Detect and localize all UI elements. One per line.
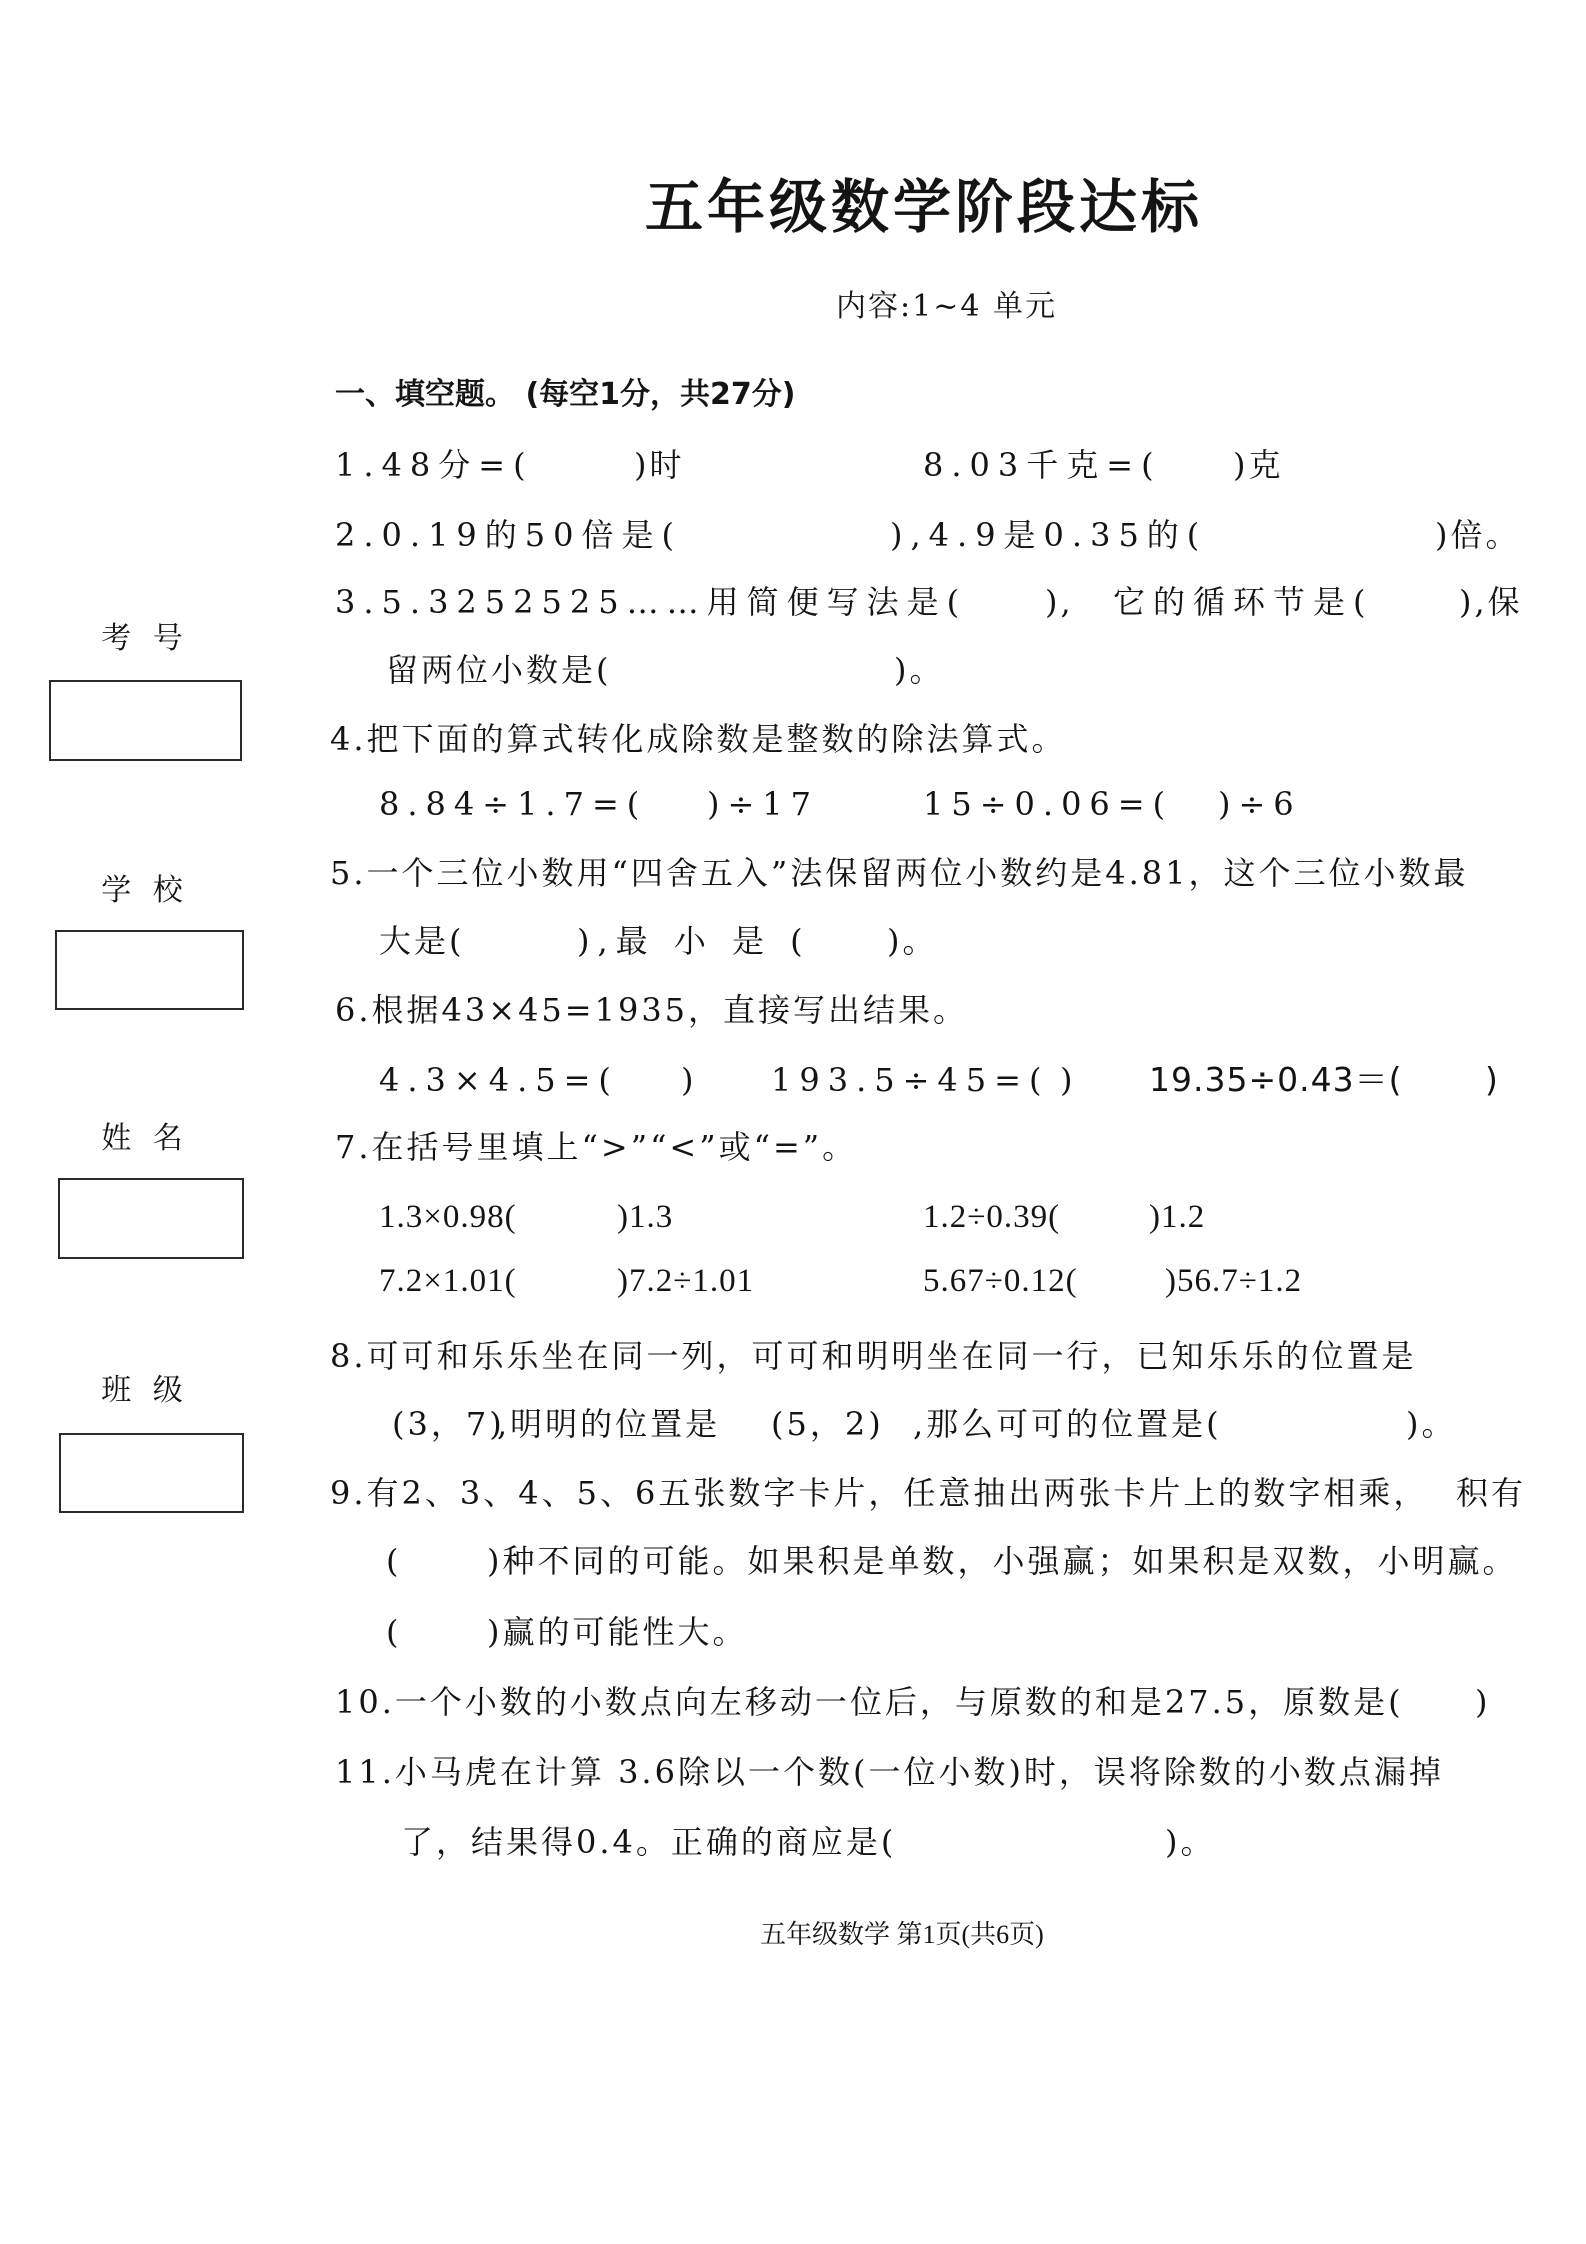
question-7-row-1 xyxy=(0,1197,1586,1241)
question-11-line-2 xyxy=(0,1822,1586,1866)
q2-part-2: ),4.9是0.35的( xyxy=(890,516,1208,554)
q7-item-a: 1.3×0.98( xyxy=(379,1199,517,1235)
question-3-line-2 xyxy=(0,650,1586,694)
q7-item-b: 1.2÷0.39( xyxy=(923,1199,1061,1235)
question-3 xyxy=(0,582,1586,626)
question-4 xyxy=(0,719,1586,763)
q7-item-c-rhs: )7.2÷1.01 xyxy=(617,1263,755,1299)
q3-part-1: 3.5.3252525……用简便写法是( xyxy=(335,583,968,621)
question-9-line-3 xyxy=(0,1612,1586,1656)
q3-part-4: ),保 xyxy=(1459,583,1523,621)
question-10 xyxy=(0,1682,1586,1726)
q7-item-a-rhs: )1.3 xyxy=(617,1199,674,1235)
q8-line2-part-5: )。 xyxy=(1406,1405,1457,1443)
q1-right-unit: )克 xyxy=(1233,446,1284,484)
question-1 xyxy=(0,445,1586,489)
page-subtitle: 内容:1~4 单元 xyxy=(836,289,1057,324)
q5-stem: 5.一个三位小数用“四舍五入”法保留两位小数约是4.81，这个三位小数最 xyxy=(330,854,1469,892)
q3-part-2: ), xyxy=(1045,583,1074,621)
question-9 xyxy=(0,1473,1586,1517)
section-heading: 一、填空题。 (每空1分，共27分) xyxy=(335,377,796,412)
q6-item-a: 4.3×4.5=( xyxy=(379,1061,619,1099)
q7-stem: 7.在括号里填上“>”“<”或“=”。 xyxy=(335,1128,858,1166)
q6-item-b-close: ) xyxy=(1060,1061,1076,1099)
q6-item-c: 19.35÷0.43＝( xyxy=(1149,1060,1403,1099)
question-6-items xyxy=(0,1060,1586,1104)
q8-stem: 8.可可和乐乐坐在同一列，可可和明明坐在同一行，已知乐乐的位置是 xyxy=(330,1337,1417,1375)
question-7-row-2 xyxy=(0,1261,1586,1305)
question-8 xyxy=(0,1336,1586,1380)
q6-item-c-close: ) xyxy=(1485,1060,1499,1099)
q11-line2-end: )。 xyxy=(1165,1823,1216,1861)
q8-line2-part-2: ,明明的位置是 xyxy=(497,1405,721,1443)
q7-item-d-rhs: )56.7÷1.2 xyxy=(1165,1263,1303,1299)
q11-stem: 11.小马虎在计算 3.6除以一个数(一位小数)时，误将除数的小数点漏掉 xyxy=(335,1753,1444,1791)
question-6 xyxy=(0,990,1586,1034)
q7-item-c: 7.2×1.01( xyxy=(379,1263,517,1299)
page-footer: 五年级数学 第1页(共6页) xyxy=(760,1920,1044,1949)
q8-line2-part-4: ,那么可可的位置是( xyxy=(913,1405,1222,1443)
question-8-line-2 xyxy=(0,1404,1586,1448)
q9-stem: 9.有2、3、4、5、6五张数字卡片，任意抽出两张卡片上的数字相乘， xyxy=(330,1474,1429,1512)
q9-stem-end: 积有 xyxy=(1456,1474,1527,1512)
page-title: 五年级数学阶段达标 xyxy=(645,173,1204,241)
q4-left-divisor: )÷17 xyxy=(707,785,820,823)
q4-left-expression: 8.84÷1.7=( xyxy=(379,785,648,823)
q2-part-1: 2.0.19的50倍是( xyxy=(335,516,682,554)
question-5 xyxy=(0,853,1586,897)
q5-line2-part-2: ),最 小 是 ( xyxy=(577,922,811,960)
q1-left-unit: )时 xyxy=(634,446,685,484)
name-label: 姓 名 xyxy=(101,1121,189,1156)
q10-close: ) xyxy=(1475,1683,1491,1721)
q9-line2-end: )种不同的可能。如果积是单数，小强赢；如果积是双数，小明赢。 xyxy=(487,1542,1518,1580)
q1-right-expression: 8.03千克=( xyxy=(923,446,1162,484)
school-label: 学 校 xyxy=(101,873,189,908)
q3-line2-start: 留两位小数是( xyxy=(386,651,612,689)
q8-position-lele: (3，7) xyxy=(392,1405,505,1443)
q2-part-3: )倍。 xyxy=(1435,516,1521,554)
q9-line3-end: )赢的可能性大。 xyxy=(487,1613,748,1651)
q5-line2-part-3: )。 xyxy=(887,922,938,960)
q9-line3-start: ( xyxy=(386,1613,402,1651)
q5-line2-part-1: 大是( xyxy=(379,922,465,960)
q9-line2-start: ( xyxy=(386,1542,402,1580)
exam-number-label: 考 号 xyxy=(101,621,189,656)
question-7 xyxy=(0,1127,1586,1171)
q1-left-expression: 1.48分=( xyxy=(335,446,534,484)
class-label: 班 级 xyxy=(101,1373,189,1408)
q10-text: 10.一个小数的小数点向左移动一位后，与原数的和是27.5，原数是( xyxy=(335,1683,1404,1721)
q6-item-b: 193.5÷45=( xyxy=(771,1061,1050,1099)
q7-item-b-rhs: )1.2 xyxy=(1149,1199,1206,1235)
question-11 xyxy=(0,1752,1586,1796)
q4-right-divisor: )÷6 xyxy=(1218,785,1302,823)
question-4-items xyxy=(0,784,1586,828)
q3-line2-end: )。 xyxy=(894,651,945,689)
q4-right-expression: 15÷0.06=( xyxy=(923,785,1174,823)
q11-line2-start: 了，结果得0.4。正确的商应是( xyxy=(401,1823,897,1861)
q6-stem: 6.根据43×45=1935，直接写出结果。 xyxy=(335,991,969,1029)
q7-item-d: 5.67÷0.12( xyxy=(923,1263,1078,1299)
q8-position-mingming: (5，2) xyxy=(771,1405,884,1443)
q6-item-a-close: ) xyxy=(681,1061,697,1099)
q4-stem: 4.把下面的算式转化成除数是整数的除法算式。 xyxy=(330,720,1067,758)
question-2 xyxy=(0,515,1586,559)
question-5-line-2 xyxy=(0,921,1586,965)
question-9-line-2 xyxy=(0,1541,1586,1585)
q3-part-3: 它的循环节是( xyxy=(1113,583,1374,621)
